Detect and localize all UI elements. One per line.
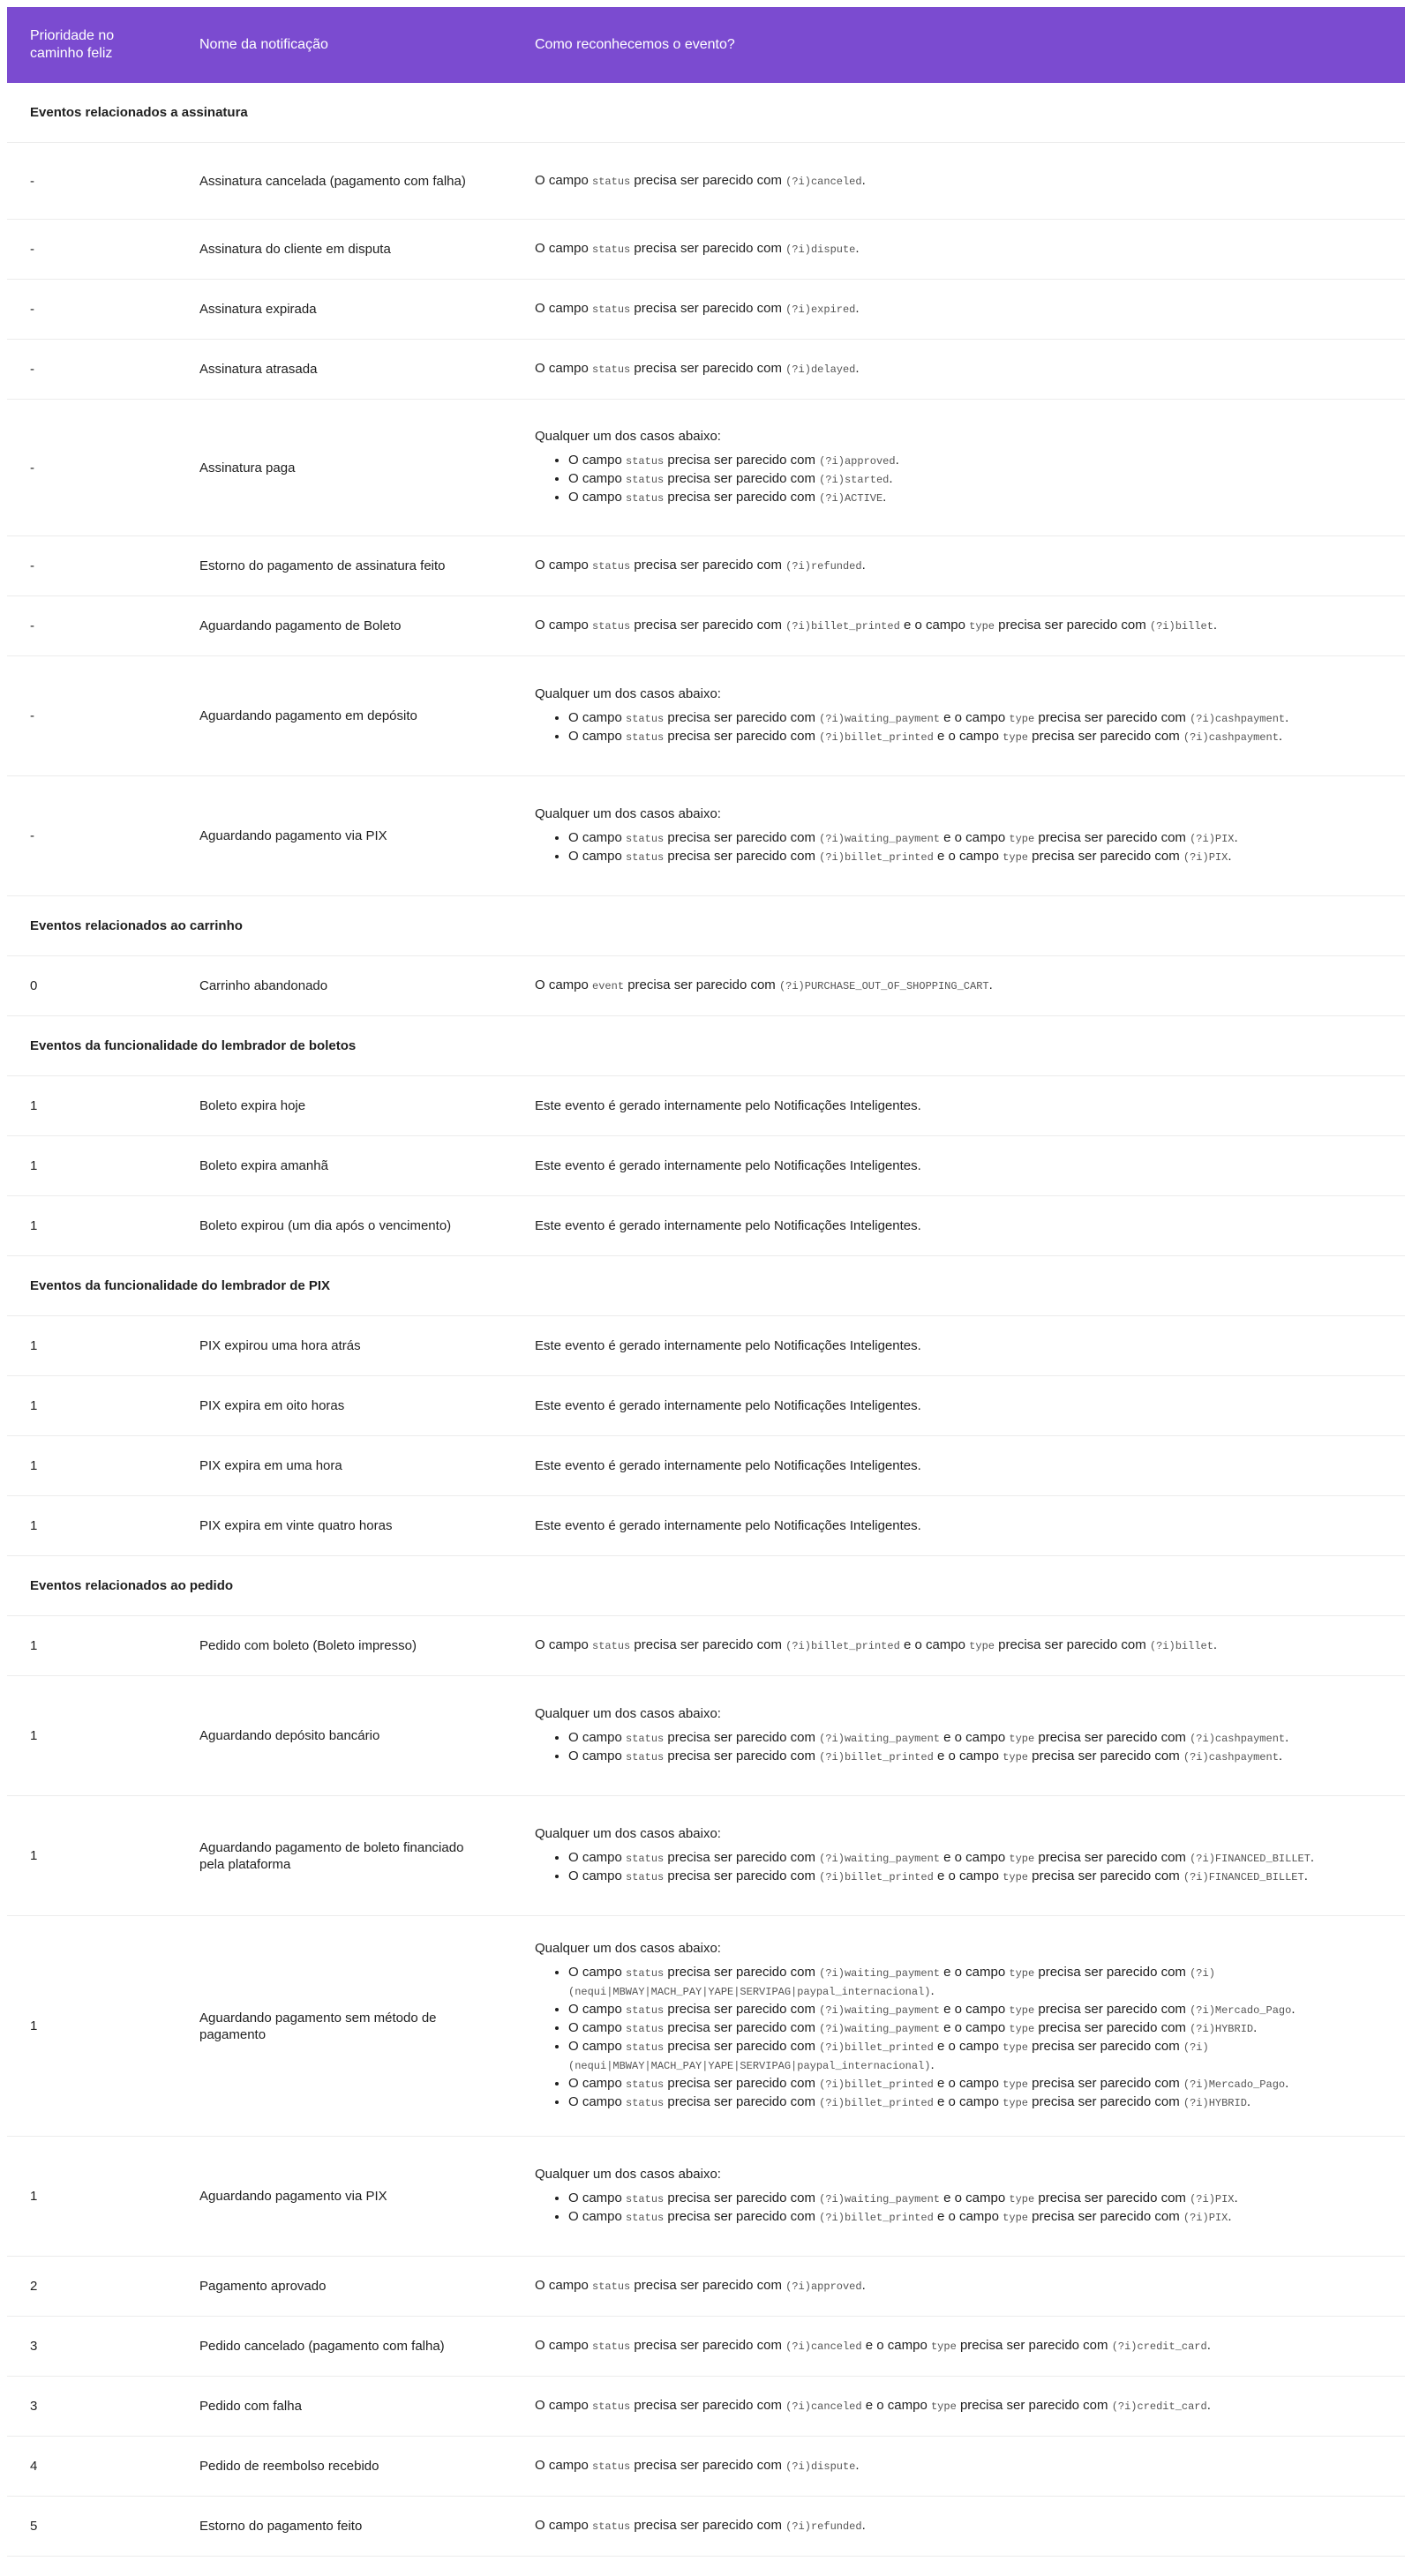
field-name: type (1003, 1871, 1028, 1883)
recognition-cell: Este evento é gerado internamente pelo Notificações Inteligentes. (510, 1136, 1405, 1196)
section-row (7, 1256, 1405, 1316)
any-case-label: Qualquer um dos casos abaixo: (535, 1941, 721, 1956)
priority-cell: - (7, 280, 175, 340)
section-row (7, 83, 1405, 143)
case-list (535, 1729, 1380, 1766)
field-name: type (1003, 1751, 1028, 1764)
recognition-cell: O campo event precisa ser parecido com (?i)PURCHASE_OUT_OF_SHOPPING_CART. (510, 956, 1405, 1016)
table-row (7, 956, 1405, 1016)
notification-name-cell: Assinatura expirada (175, 280, 510, 340)
priority-cell: 1 (7, 1376, 175, 1436)
notification-name-cell: Pedido cancelado (pagamento com falha) (175, 2317, 510, 2377)
field-name: status (626, 1853, 665, 1865)
recognition-cell: Este evento é gerado internamente pelo Notificações Inteligentes. (510, 1496, 1405, 1556)
notification-name-cell: Estorno do pagamento feito (175, 2497, 510, 2557)
notification-name-cell: Pedido com falha (175, 2377, 510, 2437)
field-pattern: (?i)dispute (785, 243, 856, 256)
field-name: status (626, 713, 665, 725)
case-item: • O campo status precisa ser parecido com (?i)billet_printed e o campo type precisa ser parecido com (?i)PIX. (568, 2208, 1380, 2227)
notification-name-cell: PIX expira em oito horas (175, 1376, 510, 1436)
table-row (7, 2377, 1405, 2437)
field-pattern: (?i)waiting_payment (819, 833, 940, 845)
case-item: • O campo status precisa ser parecido com (?i)waiting_payment e o campo type precisa ser parecido com (?i)cashpayment. (568, 1729, 1380, 1748)
field-name: type (1009, 1853, 1035, 1865)
section-row (7, 1556, 1405, 1616)
case-item: • O campo status precisa ser parecido com (?i)waiting_payment e o campo type precisa ser parecido com (?i)cashpayment. (568, 709, 1380, 728)
recognition-cell: O campo status precisa ser parecido com (?i)expired. (510, 280, 1405, 340)
priority-cell: 1 (7, 1196, 175, 1256)
section-title: Eventos relacionados ao pedido (7, 1556, 1405, 1616)
recognition-cell: O campo status precisa ser parecido com (?i)billet_printed e o campo type precisa ser parecido com (?i)billet. (510, 1616, 1405, 1676)
priority-cell: 1 (7, 1796, 175, 1916)
notification-name-cell: Assinatura paga (175, 400, 510, 536)
recognition-cell (510, 400, 1405, 536)
field-pattern: (?i)canceled (785, 2340, 862, 2353)
case-item: • O campo status precisa ser parecido com (?i)billet_printed e o campo type precisa ser parecido com (?i)HYBRID. (568, 2093, 1380, 2112)
table-row (7, 220, 1405, 280)
field-name: status (592, 1640, 631, 1652)
field-pattern: (?i)Mercado_Pago (1183, 2078, 1286, 2091)
recognition-cell: O campo status precisa ser parecido com (?i)billet_printed e o campo type precisa ser parecido com (?i)billet. (510, 596, 1405, 656)
case-item: • O campo status precisa ser parecido com (?i)billet_printed e o campo type precisa ser parecido com (?i)(nequi|MBWAY|MACH_PAY|YAPE|SERVIPAG|paypal_internacional). (568, 2038, 1380, 2075)
notification-name-cell: Pedido de reembolso recebido (175, 2437, 510, 2497)
case-list (535, 2190, 1380, 2227)
recognition-cell: Este evento é gerado internamente pelo Notificações Inteligentes. (510, 1076, 1405, 1136)
field-name: type (1009, 2004, 1035, 2017)
recognition-cell: O campo status precisa ser parecido com (?i)approved. (510, 2257, 1405, 2317)
field-name: type (1003, 731, 1028, 744)
field-name: status (592, 303, 631, 316)
priority-cell: 0 (7, 956, 175, 1016)
table-row (7, 1316, 1405, 1376)
field-name: type (1009, 1967, 1035, 1980)
field-name: status (626, 1871, 665, 1883)
table-row (7, 400, 1405, 536)
priority-cell: 2 (7, 2257, 175, 2317)
field-name: event (592, 980, 625, 992)
notifications-table (7, 7, 1405, 2557)
notification-name-cell: Estorno do pagamento de assinatura feito (175, 536, 510, 596)
table-row (7, 2497, 1405, 2557)
field-pattern: (?i)billet (1149, 620, 1213, 633)
section-title: Eventos da funcionalidade do lembrador de PIX (7, 1256, 1405, 1316)
field-name: status (592, 2340, 631, 2353)
priority-cell: 1 (7, 1436, 175, 1496)
notification-name-cell: Assinatura atrasada (175, 340, 510, 400)
notifications-table-wrapper (7, 7, 1405, 2557)
field-pattern: (?i)billet_printed (785, 1640, 900, 1652)
case-item: • O campo status precisa ser parecido com (?i)waiting_payment e o campo type precisa ser parecido com (?i)Mercado_Pago. (568, 2001, 1380, 2019)
notification-name-cell: Aguardando pagamento via PIX (175, 776, 510, 896)
recognition-cell (510, 1916, 1405, 2137)
field-pattern: (?i)PIX (1183, 851, 1228, 864)
field-pattern: (?i)expired (785, 303, 856, 316)
field-name: status (626, 833, 665, 845)
recognition-cell: O campo status precisa ser parecido com (?i)canceled e o campo type precisa ser parecido com (?i)credit_card. (510, 2377, 1405, 2437)
table-row (7, 1676, 1405, 1796)
field-pattern: (?i)waiting_payment (819, 2023, 940, 2035)
recognition-cell (510, 656, 1405, 776)
field-name: status (626, 2193, 665, 2205)
field-name: status (626, 851, 665, 864)
field-pattern: (?i)PURCHASE_OUT_OF_SHOPPING_CART (778, 980, 989, 992)
field-name: type (1009, 2023, 1035, 2035)
notification-name-cell: PIX expirou uma hora atrás (175, 1316, 510, 1376)
recognition-cell: Este evento é gerado internamente pelo Notificações Inteligentes. (510, 1436, 1405, 1496)
table-header (7, 7, 1405, 83)
field-pattern: (?i)PIX (1183, 2212, 1228, 2224)
notification-name-cell: Assinatura do cliente em disputa (175, 220, 510, 280)
priority-cell: - (7, 340, 175, 400)
field-name: status (626, 731, 665, 744)
field-pattern: (?i)billet_printed (819, 731, 934, 744)
table-row (7, 1496, 1405, 1556)
recognition-cell: Este evento é gerado internamente pelo Notificações Inteligentes. (510, 1196, 1405, 1256)
any-case-label: Qualquer um dos casos abaixo: (535, 686, 721, 701)
notification-name-cell: Assinatura cancelada (pagamento com falha) (175, 143, 510, 220)
any-case-label: Qualquer um dos casos abaixo: (535, 1826, 721, 1841)
notification-name-cell: PIX expira em vinte quatro horas (175, 1496, 510, 1556)
notification-name-cell: Aguardando pagamento via PIX (175, 2137, 510, 2257)
case-item: • O campo status precisa ser parecido com (?i)billet_printed e o campo type precisa ser parecido com (?i)cashpayment. (568, 1748, 1380, 1766)
recognition-cell (510, 1676, 1405, 1796)
field-name: status (592, 243, 631, 256)
table-row (7, 536, 1405, 596)
field-pattern: (?i)waiting_payment (819, 2004, 940, 2017)
field-name: status (592, 2520, 631, 2533)
field-name: status (626, 1967, 665, 1980)
notification-name-cell: Carrinho abandonado (175, 956, 510, 1016)
field-pattern: (?i)credit_card (1111, 2400, 1207, 2413)
field-pattern: (?i)FINANCED_BILLET (1183, 1871, 1304, 1883)
field-pattern: (?i)ACTIVE (819, 492, 883, 505)
notification-name-cell: Aguardando pagamento de Boleto (175, 596, 510, 656)
table-row (7, 1076, 1405, 1136)
field-pattern: (?i)cashpayment (1183, 731, 1279, 744)
priority-cell: - (7, 776, 175, 896)
field-pattern: (?i)waiting_payment (819, 1853, 940, 1865)
notification-name-cell: Pagamento aprovado (175, 2257, 510, 2317)
field-pattern: (?i)waiting_payment (819, 2193, 940, 2205)
case-item: • O campo status precisa ser parecido com (?i)billet_printed e o campo type precisa ser parecido com (?i)FINANCED_BILLET. (568, 1868, 1380, 1886)
section-title: Eventos relacionados ao carrinho (7, 896, 1405, 956)
field-name: type (1003, 851, 1028, 864)
priority-cell: - (7, 220, 175, 280)
field-name: status (592, 175, 631, 188)
field-name: status (626, 474, 665, 486)
case-item: • O campo status precisa ser parecido com (?i)billet_printed e o campo type precisa ser parecido com (?i)PIX. (568, 848, 1380, 866)
recognition-cell (510, 1796, 1405, 1916)
field-pattern: (?i)delayed (785, 363, 856, 376)
field-pattern: (?i)FINANCED_BILLET (1190, 1853, 1311, 1865)
field-name: status (592, 620, 631, 633)
field-pattern: (?i)dispute (785, 2460, 856, 2473)
field-pattern: (?i)billet_printed (819, 1751, 934, 1764)
any-case-label: Qualquer um dos casos abaixo: (535, 2167, 721, 2182)
field-pattern: (?i)HYBRID (1190, 2023, 1254, 2035)
field-pattern: (?i)canceled (785, 175, 862, 188)
priority-cell: 1 (7, 1076, 175, 1136)
field-pattern: (?i)started (819, 474, 890, 486)
notification-name-cell: Boleto expira hoje (175, 1076, 510, 1136)
field-pattern: (?i)billet (1149, 1640, 1213, 1652)
case-item: • O campo status precisa ser parecido com (?i)billet_printed e o campo type precisa ser parecido com (?i)cashpayment. (568, 728, 1380, 746)
table-row (7, 596, 1405, 656)
field-name: type (1009, 713, 1035, 725)
field-pattern: (?i)waiting_payment (819, 1733, 940, 1745)
any-case-label: Qualquer um dos casos abaixo: (535, 806, 721, 821)
table-row (7, 143, 1405, 220)
field-pattern: (?i)credit_card (1111, 2340, 1207, 2353)
field-pattern: (?i)canceled (785, 2400, 862, 2413)
field-pattern: (?i)approved (785, 2280, 862, 2293)
field-pattern: (?i)(nequi|MBWAY|MACH_PAY|YAPE|SERVIPAG|paypal_internacional) (568, 1967, 1215, 1998)
priority-cell: - (7, 143, 175, 220)
priority-cell: 1 (7, 1136, 175, 1196)
case-list (535, 1849, 1380, 1886)
field-name: status (626, 2004, 665, 2017)
priority-cell: - (7, 400, 175, 536)
notification-name-cell: PIX expira em uma hora (175, 1436, 510, 1496)
priority-cell: 1 (7, 1916, 175, 2137)
table-row (7, 656, 1405, 776)
table-row (7, 1916, 1405, 2137)
priority-cell: 1 (7, 2137, 175, 2257)
field-pattern: (?i)billet_printed (819, 2097, 934, 2109)
field-pattern: (?i)billet_printed (819, 2078, 934, 2091)
priority-cell: 3 (7, 2317, 175, 2377)
table-row (7, 1796, 1405, 1916)
header-priority: Prioridade no caminho feliz (7, 7, 175, 83)
recognition-cell: Este evento é gerado internamente pelo Notificações Inteligentes. (510, 1316, 1405, 1376)
field-pattern: (?i)Mercado_Pago (1190, 2004, 1292, 2017)
field-name: status (626, 1751, 665, 1764)
priority-cell: 1 (7, 1676, 175, 1796)
field-name: type (1003, 2212, 1028, 2224)
field-name: status (626, 455, 665, 468)
field-pattern: (?i)cashpayment (1190, 1733, 1286, 1745)
table-row (7, 1436, 1405, 1496)
section-title: Eventos da funcionalidade do lembrador de boletos (7, 1016, 1405, 1076)
field-pattern: (?i)PIX (1190, 2193, 1235, 2205)
field-pattern: (?i)refunded (785, 560, 862, 573)
case-list (535, 1964, 1380, 2112)
case-item: • O campo status precisa ser parecido com (?i)billet_printed e o campo type precisa ser parecido com (?i)Mercado_Pago. (568, 2075, 1380, 2093)
table-row (7, 2437, 1405, 2497)
recognition-cell: O campo status precisa ser parecido com (?i)canceled. (510, 143, 1405, 220)
priority-cell: - (7, 536, 175, 596)
table-row (7, 1196, 1405, 1256)
field-pattern: (?i)cashpayment (1190, 713, 1286, 725)
case-item: • O campo status precisa ser parecido com (?i)waiting_payment e o campo type precisa ser parecido com (?i)FINANCED_BILLET. (568, 1849, 1380, 1868)
field-name: status (626, 492, 665, 505)
field-pattern: (?i)billet_printed (819, 2212, 934, 2224)
notification-name-cell: Pedido com boleto (Boleto impresso) (175, 1616, 510, 1676)
notification-name-cell: Boleto expirou (um dia após o vencimento) (175, 1196, 510, 1256)
field-pattern: (?i)refunded (785, 2520, 862, 2533)
notification-name-cell: Boleto expira amanhã (175, 1136, 510, 1196)
priority-cell: 3 (7, 2377, 175, 2437)
priority-cell: 4 (7, 2437, 175, 2497)
priority-cell: - (7, 656, 175, 776)
priority-cell: - (7, 596, 175, 656)
recognition-cell: O campo status precisa ser parecido com (?i)refunded. (510, 2497, 1405, 2557)
field-name: type (1003, 2041, 1028, 2054)
case-item: • O campo status precisa ser parecido com (?i)waiting_payment e o campo type precisa ser parecido com (?i)PIX. (568, 829, 1380, 848)
field-pattern: (?i)billet_printed (785, 620, 900, 633)
recognition-cell: O campo status precisa ser parecido com (?i)dispute. (510, 2437, 1405, 2497)
field-pattern: (?i)billet_printed (819, 2041, 934, 2054)
case-item: • O campo status precisa ser parecido com (?i)started. (568, 470, 1380, 489)
field-name: status (626, 2023, 665, 2035)
field-name: type (930, 2400, 957, 2413)
field-name: type (969, 1640, 995, 1652)
priority-cell: 5 (7, 2497, 175, 2557)
notification-name-cell: Aguardando pagamento em depósito (175, 656, 510, 776)
field-name: type (1003, 2097, 1028, 2109)
notification-name-cell: Aguardando depósito bancário (175, 1676, 510, 1796)
field-pattern: (?i)approved (819, 455, 896, 468)
table-row (7, 776, 1405, 896)
any-case-label: Qualquer um dos casos abaixo: (535, 429, 721, 444)
table-row (7, 2257, 1405, 2317)
field-name: type (1003, 2078, 1028, 2091)
table-body (7, 83, 1405, 2557)
field-pattern: (?i)waiting_payment (819, 1967, 940, 1980)
field-pattern: (?i)cashpayment (1183, 1751, 1279, 1764)
priority-cell: 1 (7, 1616, 175, 1676)
field-name: type (1009, 2193, 1035, 2205)
table-row (7, 280, 1405, 340)
field-name: type (930, 2340, 957, 2353)
header-notification-name: Nome da notificação (175, 7, 510, 83)
field-pattern: (?i)(nequi|MBWAY|MACH_PAY|YAPE|SERVIPAG|paypal_internacional) (568, 2041, 1209, 2072)
priority-cell: 1 (7, 1316, 175, 1376)
recognition-cell: O campo status precisa ser parecido com (?i)canceled e o campo type precisa ser parecido com (?i)credit_card. (510, 2317, 1405, 2377)
field-name: status (626, 1733, 665, 1745)
recognition-cell: Este evento é gerado internamente pelo Notificações Inteligentes. (510, 1376, 1405, 1436)
field-pattern: (?i)billet_printed (819, 851, 934, 864)
table-row (7, 1376, 1405, 1436)
recognition-cell: O campo status precisa ser parecido com (?i)refunded. (510, 536, 1405, 596)
field-name: type (969, 620, 995, 633)
field-name: type (1009, 1733, 1035, 1745)
case-item: • O campo status precisa ser parecido com (?i)waiting_payment e o campo type precisa ser parecido com (?i)PIX. (568, 2190, 1380, 2208)
any-case-label: Qualquer um dos casos abaixo: (535, 1706, 721, 1721)
priority-cell: 1 (7, 1496, 175, 1556)
field-name: status (592, 363, 631, 376)
section-row (7, 1016, 1405, 1076)
header-recognition: Como reconhecemos o evento? (510, 7, 1405, 83)
field-name: status (592, 2280, 631, 2293)
table-row (7, 340, 1405, 400)
table-row (7, 2137, 1405, 2257)
case-list (535, 452, 1380, 507)
notification-name-cell: Aguardando pagamento sem método de pagamento (175, 1916, 510, 2137)
field-name: status (626, 2097, 665, 2109)
case-item: • O campo status precisa ser parecido com (?i)ACTIVE. (568, 489, 1380, 507)
field-name: status (626, 2041, 665, 2054)
case-item: • O campo status precisa ser parecido com (?i)waiting_payment e o campo type precisa ser parecido com (?i)(nequi|MBWAY|MACH_PAY|YAPE|SERVIPAG|paypal_internacional). (568, 1964, 1380, 2001)
recognition-cell: O campo status precisa ser parecido com (?i)delayed. (510, 340, 1405, 400)
recognition-cell: O campo status precisa ser parecido com (?i)dispute. (510, 220, 1405, 280)
case-list (535, 829, 1380, 866)
notification-name-cell: Aguardando pagamento de boleto financiado pela plataforma (175, 1796, 510, 1916)
field-name: status (592, 2460, 631, 2473)
table-row (7, 1136, 1405, 1196)
case-list (535, 709, 1380, 746)
recognition-cell (510, 776, 1405, 896)
field-pattern: (?i)waiting_payment (819, 713, 940, 725)
field-name: status (626, 2078, 665, 2091)
table-row (7, 2317, 1405, 2377)
field-pattern: (?i)HYBRID (1183, 2097, 1247, 2109)
field-name: status (592, 560, 631, 573)
section-title: Eventos relacionados a assinatura (7, 83, 1405, 143)
case-item: • O campo status precisa ser parecido com (?i)approved. (568, 452, 1380, 470)
case-item: • O campo status precisa ser parecido com (?i)waiting_payment e o campo type precisa ser parecido com (?i)HYBRID. (568, 2019, 1380, 2038)
field-pattern: (?i)billet_printed (819, 1871, 934, 1883)
field-pattern: (?i)PIX (1190, 833, 1235, 845)
table-row (7, 1616, 1405, 1676)
field-name: type (1009, 833, 1035, 845)
field-name: status (592, 2400, 631, 2413)
section-row (7, 896, 1405, 956)
recognition-cell (510, 2137, 1405, 2257)
field-name: status (626, 2212, 665, 2224)
